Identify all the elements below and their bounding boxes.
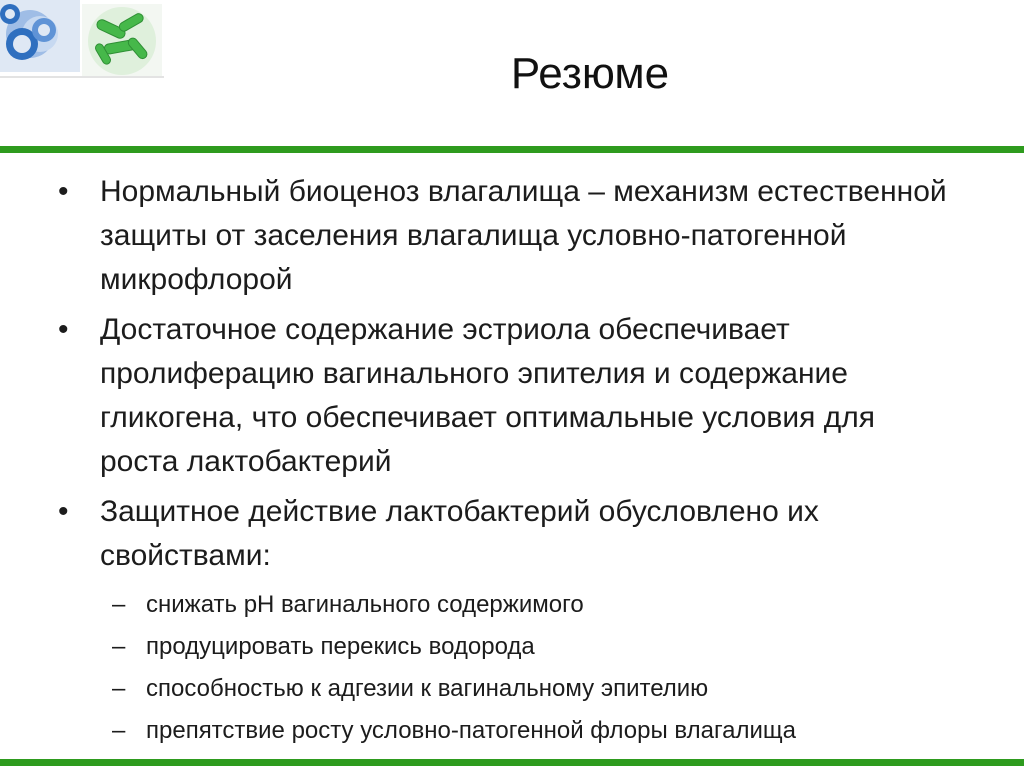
sub-item <box>0 584 1006 626</box>
bullet-marker: • <box>58 495 69 528</box>
sub-item <box>0 710 1006 752</box>
sub-marker: – <box>112 591 126 618</box>
bottom-green-rule <box>0 759 1024 766</box>
sub-text: снижать рН вагинального содержимого <box>146 591 584 618</box>
bullet-text: Достаточное содержание эстриола обеспечивает пролиферацию вагинального эпителия и содержание гликогена, что обеспечивает оптимальные условия для роста лактобактерий <box>100 313 875 478</box>
bullet-item <box>0 308 960 484</box>
top-green-rule <box>0 146 1024 153</box>
sub-item <box>0 626 1006 668</box>
sub-item <box>0 668 1006 710</box>
bullet-text: Защитное действие лактобактерий обусловлено их свойствами: <box>100 495 819 572</box>
slide-title: Резюме <box>510 49 670 98</box>
sub-text: продуцировать перекись водорода <box>146 633 535 660</box>
sub-text: препятствие росту условно-патогенной флоры влагалища <box>146 717 797 744</box>
bullet-text: Нормальный биоценоз влагалища – механизм естественной защиты от заселения влагалища условно-патогенной микрофлорой <box>100 175 947 296</box>
bacteria-logo-icon <box>82 4 162 78</box>
bullet-marker: • <box>58 313 69 346</box>
bullet-item <box>0 490 960 578</box>
logo-divider <box>0 76 164 78</box>
slide-content <box>0 170 1024 752</box>
sub-marker: – <box>112 633 126 660</box>
bullet-marker: • <box>58 175 69 208</box>
bullet-item <box>0 170 960 302</box>
sub-text: способностью к адгезии к вагинальному эпителию <box>146 675 709 702</box>
sub-marker: – <box>112 675 126 702</box>
sub-marker: – <box>112 717 126 744</box>
blue-rings-logo-icon <box>0 0 80 72</box>
